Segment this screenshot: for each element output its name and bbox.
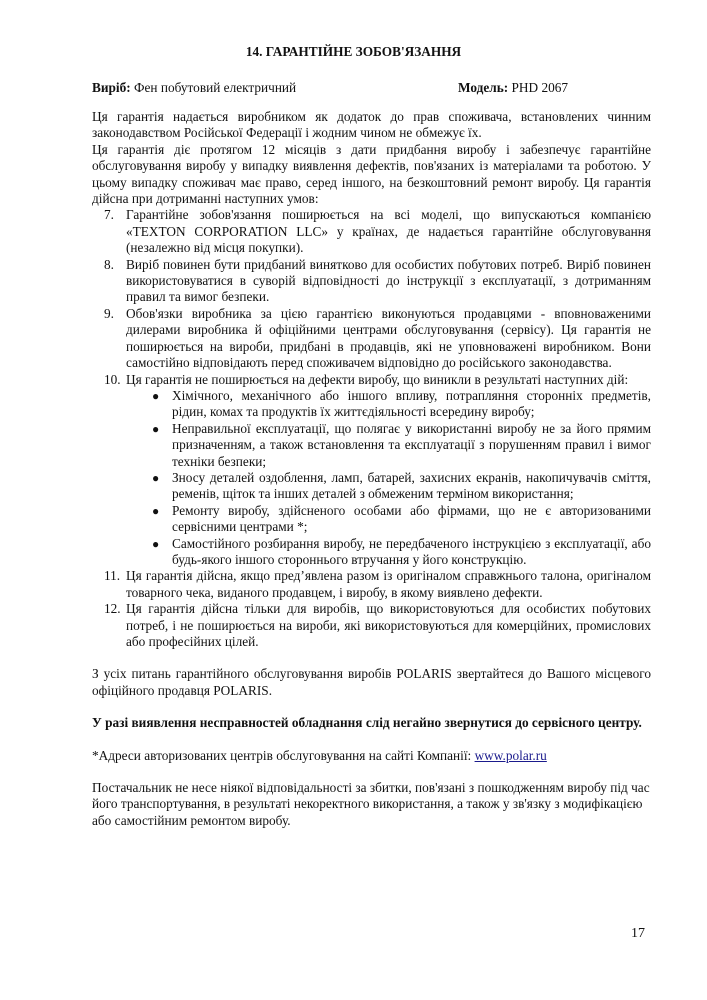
bullet-icon: ● xyxy=(152,421,160,436)
exclusion-item xyxy=(152,420,651,470)
conditions-list xyxy=(92,207,651,650)
section-title: 14. ГАРАНТІЙНЕ ЗОБОВ'ЯЗАННЯ xyxy=(245,44,462,59)
product-label: Виріб: xyxy=(92,80,131,95)
model-label: Модель: xyxy=(458,80,509,95)
condition-text: Ця гарантія не поширюється на дефекти виробу, що виникли в результаті наступних дій: xyxy=(126,371,629,387)
exclusion-text: Неправильної експлуатації, що полягає у використанні виробу не за його прямим призначенням, а також встановлення та експлуатації з порушенням правил і вимог техніки безпеки; xyxy=(172,420,651,469)
bullet-icon: ● xyxy=(152,470,160,485)
intro-paragraph: Ця гарантія діє протягом 12 місяців з дати придбання виробу і забезпечує гарантійне обслуговування виробу у випадку виявлення дефектів, пов'язаних із матеріалами та роботою. У цьому випадку споживач має право, серед іншого, на безкоштовний ремонт виробу. Ця гарантія дійсна при дотриманні наступних умов: xyxy=(92,141,651,207)
page-number: 17 xyxy=(631,926,645,941)
condition-item xyxy=(104,601,651,650)
exclusion-text: Зносу деталей оздоблення, ламп, батарей, захисних екранів, накопичувачів сміття, ременів, щіток та інших деталей з обмеженим терміном використання; xyxy=(172,469,651,502)
condition-number: 9. xyxy=(104,305,114,321)
condition-number: 11. xyxy=(104,568,121,584)
intro-paragraph: Ця гарантія надається виробником як додаток до прав споживача, встановлених чинним законодавством Російської Федерації і жодним чином не обмежує їх. xyxy=(92,109,651,141)
bullet-icon: ● xyxy=(152,503,160,518)
condition-text: Ця гарантія дійсна тільки для виробів, що використовуються для особистих побутових потреб, і не поширюється на вироби, які використовуються для комерційних, промислових або професійних цілей. xyxy=(126,601,651,649)
condition-text: Виріб повинен бути придбаний винятково для особистих побутових потреб. Виріб повинен використовуватися в суворій відповідності до інструкції з експлуатації, з дотриманням правил та вимог безпеки. xyxy=(126,256,651,305)
model-field xyxy=(458,80,568,96)
condition-item xyxy=(104,305,651,372)
condition-text: Обов'язки виробника за цією гарантією виконуються продавцями - вповноваженими дилерами виробника й офіційними центрами обслуговування (сервісу). Ця гарантія не поширюється на вироби, придбані в продавців, які не уповноважені виробником. Вони самостійно відповідають перед споживачем відповідно до російського законодавства. xyxy=(126,305,651,371)
condition-text: Ця гарантія дійсна, якщо пред’явлена разом із оригіналом справжнього талона, оригіналом товарного чека, виданого продавцем, і виробу, в якому виявлено дефекти. xyxy=(126,568,651,600)
condition-number: 12. xyxy=(104,601,121,617)
product-field xyxy=(92,80,296,96)
condition-number: 7. xyxy=(104,207,114,223)
exclusion-text: Хімічного, механічного або іншого впливу, потрапляння сторонніх предметів, рідин, комах та продуктів їх життєдіяльності всередину виробу; xyxy=(172,387,651,420)
exclusion-text: Самостійного розбирання виробу, не передбаченого інструкцією з експлуатації, або будь-якого іншого стороннього втручання у його конструкцію. xyxy=(172,535,651,567)
condition-number: 10. xyxy=(104,371,121,387)
address-paragraph xyxy=(92,748,651,764)
condition-item xyxy=(104,256,651,306)
condition-number: 8. xyxy=(104,256,114,272)
service-paragraph: З усіх питань гарантійного обслуговування виробів POLARIS звертайтеся до Вашого місцевого офіційного продавця POLARIS. xyxy=(92,666,651,698)
exclusion-item xyxy=(152,469,651,503)
disclaimer-paragraph: Постачальник не несе ніякої відповідальності за збитки, пов'язані з пошкодженням виробу під час його транспортування, в результаті некоректного використання, а також у зв'язку з модифікацією або самостійним ремонтом виробу. xyxy=(92,780,650,828)
exclusion-item xyxy=(152,387,651,421)
exclusions-list xyxy=(126,388,651,568)
condition-item xyxy=(104,207,651,256)
product-value: Фен побутовий електричний xyxy=(130,80,297,95)
warranty-body xyxy=(92,109,651,829)
product-info xyxy=(92,80,652,97)
bullet-icon: ● xyxy=(152,536,160,551)
exclusion-item xyxy=(152,502,651,536)
bold-warning: У разі виявлення несправностей обладнання слід негайно звернутися до сервісного центру. xyxy=(92,715,642,731)
model-value: PHD 2067 xyxy=(508,80,569,95)
exclusion-item xyxy=(152,535,651,569)
condition-text: Гарантійне зобов'язання поширюється на всі моделі, що випускаються компанією «TEXTON CORPORATION LLC» у країнах, де надається гарантійне обслуговування (незалежно від місця покупки). xyxy=(126,207,651,256)
exclusion-text: Ремонту виробу, здійсненого особами або фірмами, що не є авторизованими сервісними центрами *; xyxy=(172,502,651,535)
bullet-icon: ● xyxy=(152,388,160,403)
condition-item xyxy=(104,371,651,569)
condition-item xyxy=(104,568,651,601)
address-text: *Адреси авторизованих центрів обслуговування на сайті Компанії: xyxy=(92,747,475,763)
website-link[interactable]: www.polar.ru xyxy=(474,747,547,763)
